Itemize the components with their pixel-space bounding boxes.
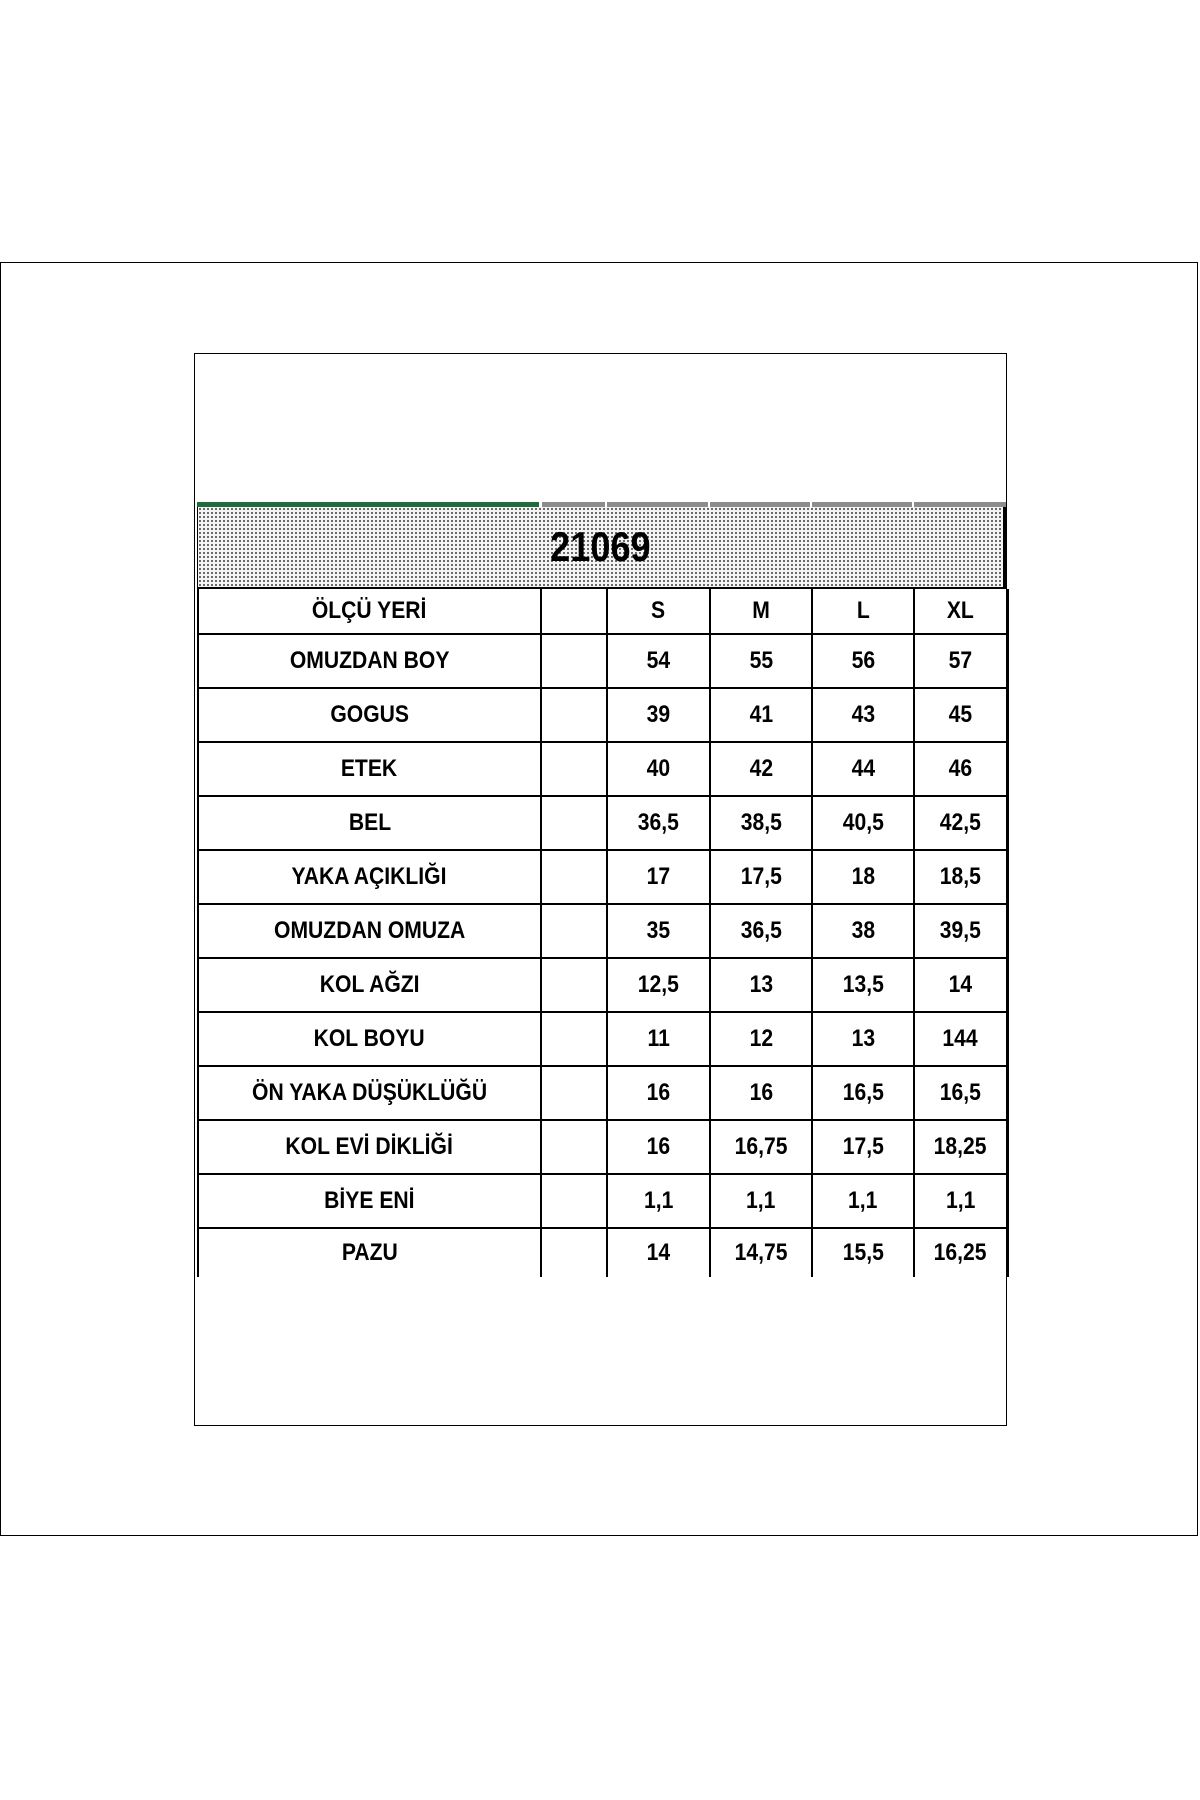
measurement-value [710, 1120, 812, 1174]
measurement-value [914, 850, 1007, 904]
size-chart-sheet [197, 502, 1006, 1277]
measurement-value-text: 38 [851, 917, 875, 944]
measurement-value-text: 38,5 [740, 809, 782, 836]
empty-cell [541, 1228, 607, 1277]
header-size-m [710, 589, 812, 634]
measurement-value [812, 1228, 914, 1277]
empty-cell [541, 634, 607, 688]
size-table [197, 589, 1009, 1277]
measurement-value-text: 18,5 [939, 863, 981, 890]
measurement-label [198, 1174, 541, 1228]
measurement-value [710, 850, 812, 904]
measurement-value [914, 1120, 1007, 1174]
header-cell-text: M [752, 597, 770, 624]
measurement-value-text: 56 [851, 647, 875, 674]
header-row [198, 589, 1007, 634]
header-cell-text: L [856, 597, 870, 624]
measurement-value [812, 1066, 914, 1120]
table-row [198, 1228, 1007, 1277]
measurement-label-text: KOL BOYU [313, 1025, 426, 1052]
measurement-value-text: 1,1 [945, 1187, 975, 1214]
measurement-value [710, 1066, 812, 1120]
measurement-label-text: KOL EVİ DİKLİĞİ [285, 1133, 454, 1160]
empty-cell [541, 958, 607, 1012]
empty-cell [541, 904, 607, 958]
empty-cell [541, 1174, 607, 1228]
measurement-value [607, 1120, 710, 1174]
header-cell-text: S [651, 597, 666, 624]
size-table-body [198, 589, 1007, 1277]
measurement-label-text: BEL [348, 809, 391, 836]
measurement-value-text: 16 [646, 1133, 671, 1160]
measurement-value [710, 1228, 812, 1277]
measurement-value-text: 42 [749, 755, 773, 782]
header-measure-place [198, 589, 541, 634]
measurement-label-text: OMUZDAN BOY [289, 647, 450, 674]
measurement-value [914, 634, 1007, 688]
measurement-value-text: 13 [749, 971, 773, 998]
measurement-value [812, 634, 914, 688]
measurement-value-text: 46 [948, 755, 972, 782]
measurement-value-text: 41 [749, 701, 773, 728]
measurement-value [812, 742, 914, 796]
measurement-value [607, 796, 710, 850]
header-cell-text: XL [946, 597, 974, 624]
measurement-value-text: 40 [646, 755, 671, 782]
measurement-value-text: 16,5 [939, 1079, 981, 1106]
measurement-value [812, 958, 914, 1012]
measurement-value [607, 688, 710, 742]
measurement-value-text: 39 [646, 701, 671, 728]
measurement-value [914, 904, 1007, 958]
measurement-value [607, 904, 710, 958]
measurement-value-text: 54 [646, 647, 671, 674]
measurement-value [710, 796, 812, 850]
measurement-value-text: 1,1 [643, 1187, 674, 1214]
measurement-label-text: OMUZDAN OMUZA [273, 917, 466, 944]
measurement-value-text: 36,5 [637, 809, 680, 836]
header-empty-cell [541, 589, 607, 634]
measurement-value-text: 11 [647, 1025, 670, 1052]
empty-cell [541, 1066, 607, 1120]
measurement-value [710, 958, 812, 1012]
measurement-value-text: 16,5 [842, 1079, 884, 1106]
measurement-value-text: 14 [948, 971, 972, 998]
table-row [198, 958, 1007, 1012]
measurement-label [198, 904, 541, 958]
measurement-value-text: 16,75 [734, 1133, 788, 1160]
measurement-value-text: 12 [749, 1025, 773, 1052]
empty-cell [541, 688, 607, 742]
measurement-value [710, 1012, 812, 1066]
measurement-value-text: 40,5 [842, 809, 884, 836]
measurement-label [198, 1012, 541, 1066]
measurement-value-text: 57 [948, 647, 972, 674]
measurement-label [198, 688, 541, 742]
measurement-value-text: 144 [942, 1025, 978, 1052]
measurement-label [198, 1228, 541, 1277]
measurement-value-text: 1,1 [746, 1187, 776, 1214]
measurement-label-text: PAZU [341, 1239, 398, 1266]
measurement-label [198, 1066, 541, 1120]
measurement-label [198, 1120, 541, 1174]
measurement-label [198, 850, 541, 904]
measurement-label [198, 742, 541, 796]
measurement-value-text: 42,5 [939, 809, 981, 836]
measurement-value-text: 13,5 [842, 971, 884, 998]
measurement-value-text: 16 [749, 1079, 773, 1106]
table-row [198, 1174, 1007, 1228]
measurement-value-text: 13 [851, 1025, 875, 1052]
measurement-value [812, 796, 914, 850]
empty-cell [541, 850, 607, 904]
measurement-value [812, 1120, 914, 1174]
product-code-title: 21069 [550, 523, 651, 570]
measurement-label [198, 958, 541, 1012]
measurement-value [914, 1174, 1007, 1228]
measurement-value [812, 1012, 914, 1066]
measurement-value [710, 1174, 812, 1228]
measurement-value-text: 16,25 [933, 1239, 987, 1266]
empty-cell [541, 1012, 607, 1066]
measurement-value-text: 15,5 [842, 1239, 884, 1266]
measurement-value [710, 904, 812, 958]
empty-cell [541, 742, 607, 796]
measurement-value [914, 1012, 1007, 1066]
measurement-value-text: 14,75 [734, 1239, 788, 1266]
table-row [198, 1066, 1007, 1120]
measurement-value [607, 1012, 710, 1066]
table-row [198, 688, 1007, 742]
measurement-value [710, 634, 812, 688]
measurement-value-text: 1,1 [848, 1187, 878, 1214]
measurement-value [607, 958, 710, 1012]
measurement-value-text: 17,5 [842, 1133, 884, 1160]
measurement-value [914, 1066, 1007, 1120]
measurement-value-text: 14 [646, 1239, 671, 1266]
measurement-label-text: KOL AĞZI [319, 971, 420, 998]
measurement-value-text: 12,5 [637, 971, 680, 998]
measurement-label-text: BİYE ENİ [324, 1187, 415, 1214]
measurement-value [607, 1066, 710, 1120]
empty-cell [541, 796, 607, 850]
table-row [198, 796, 1007, 850]
table-row [198, 904, 1007, 958]
measurement-value [812, 688, 914, 742]
measurement-value [710, 688, 812, 742]
table-row [198, 742, 1007, 796]
measurement-value [710, 742, 812, 796]
measurement-value [914, 742, 1007, 796]
header-size-s [607, 589, 710, 634]
measurement-value [607, 850, 710, 904]
measurement-value [607, 1228, 710, 1277]
empty-cell [541, 1120, 607, 1174]
measurement-value [812, 904, 914, 958]
header-size-l [812, 589, 914, 634]
table-row [198, 1012, 1007, 1066]
measurement-label-text: ETEK [341, 755, 398, 782]
measurement-value-text: 17,5 [740, 863, 782, 890]
table-row [198, 634, 1007, 688]
measurement-label-text: ÖN YAKA DÜŞÜKLÜĞÜ [251, 1079, 488, 1106]
measurement-value-text: 55 [749, 647, 773, 674]
measurement-value [812, 850, 914, 904]
table-row [198, 1120, 1007, 1174]
measurement-value-text: 43 [851, 701, 875, 728]
measurement-value-text: 45 [948, 701, 972, 728]
measurement-value [914, 958, 1007, 1012]
table-row [198, 850, 1007, 904]
measurement-label [198, 634, 541, 688]
measurement-value-text: 18 [851, 863, 875, 890]
measurement-value [812, 1174, 914, 1228]
measurement-label [198, 796, 541, 850]
title-band [197, 507, 1006, 589]
measurement-value-text: 44 [851, 755, 875, 782]
measurement-value-text: 18,25 [933, 1133, 987, 1160]
measurement-value [914, 688, 1007, 742]
measurement-value-text: 35 [646, 917, 671, 944]
measurement-value [607, 634, 710, 688]
header-size-xl [914, 589, 1007, 634]
measurement-value-text: 16 [646, 1079, 671, 1106]
measurement-value [607, 742, 710, 796]
measurement-value-text: 39,5 [939, 917, 981, 944]
measurement-value [914, 1228, 1007, 1277]
measurement-value [914, 796, 1007, 850]
measurement-label-text: YAKA AÇIKLIĞI [292, 863, 447, 890]
header-cell-text: ÖLÇÜ YERİ [312, 597, 427, 624]
measurement-label-text: GOGUS [330, 701, 409, 728]
measurement-value-text: 36,5 [740, 917, 782, 944]
measurement-value-text: 17 [646, 863, 671, 890]
measurement-value [607, 1174, 710, 1228]
